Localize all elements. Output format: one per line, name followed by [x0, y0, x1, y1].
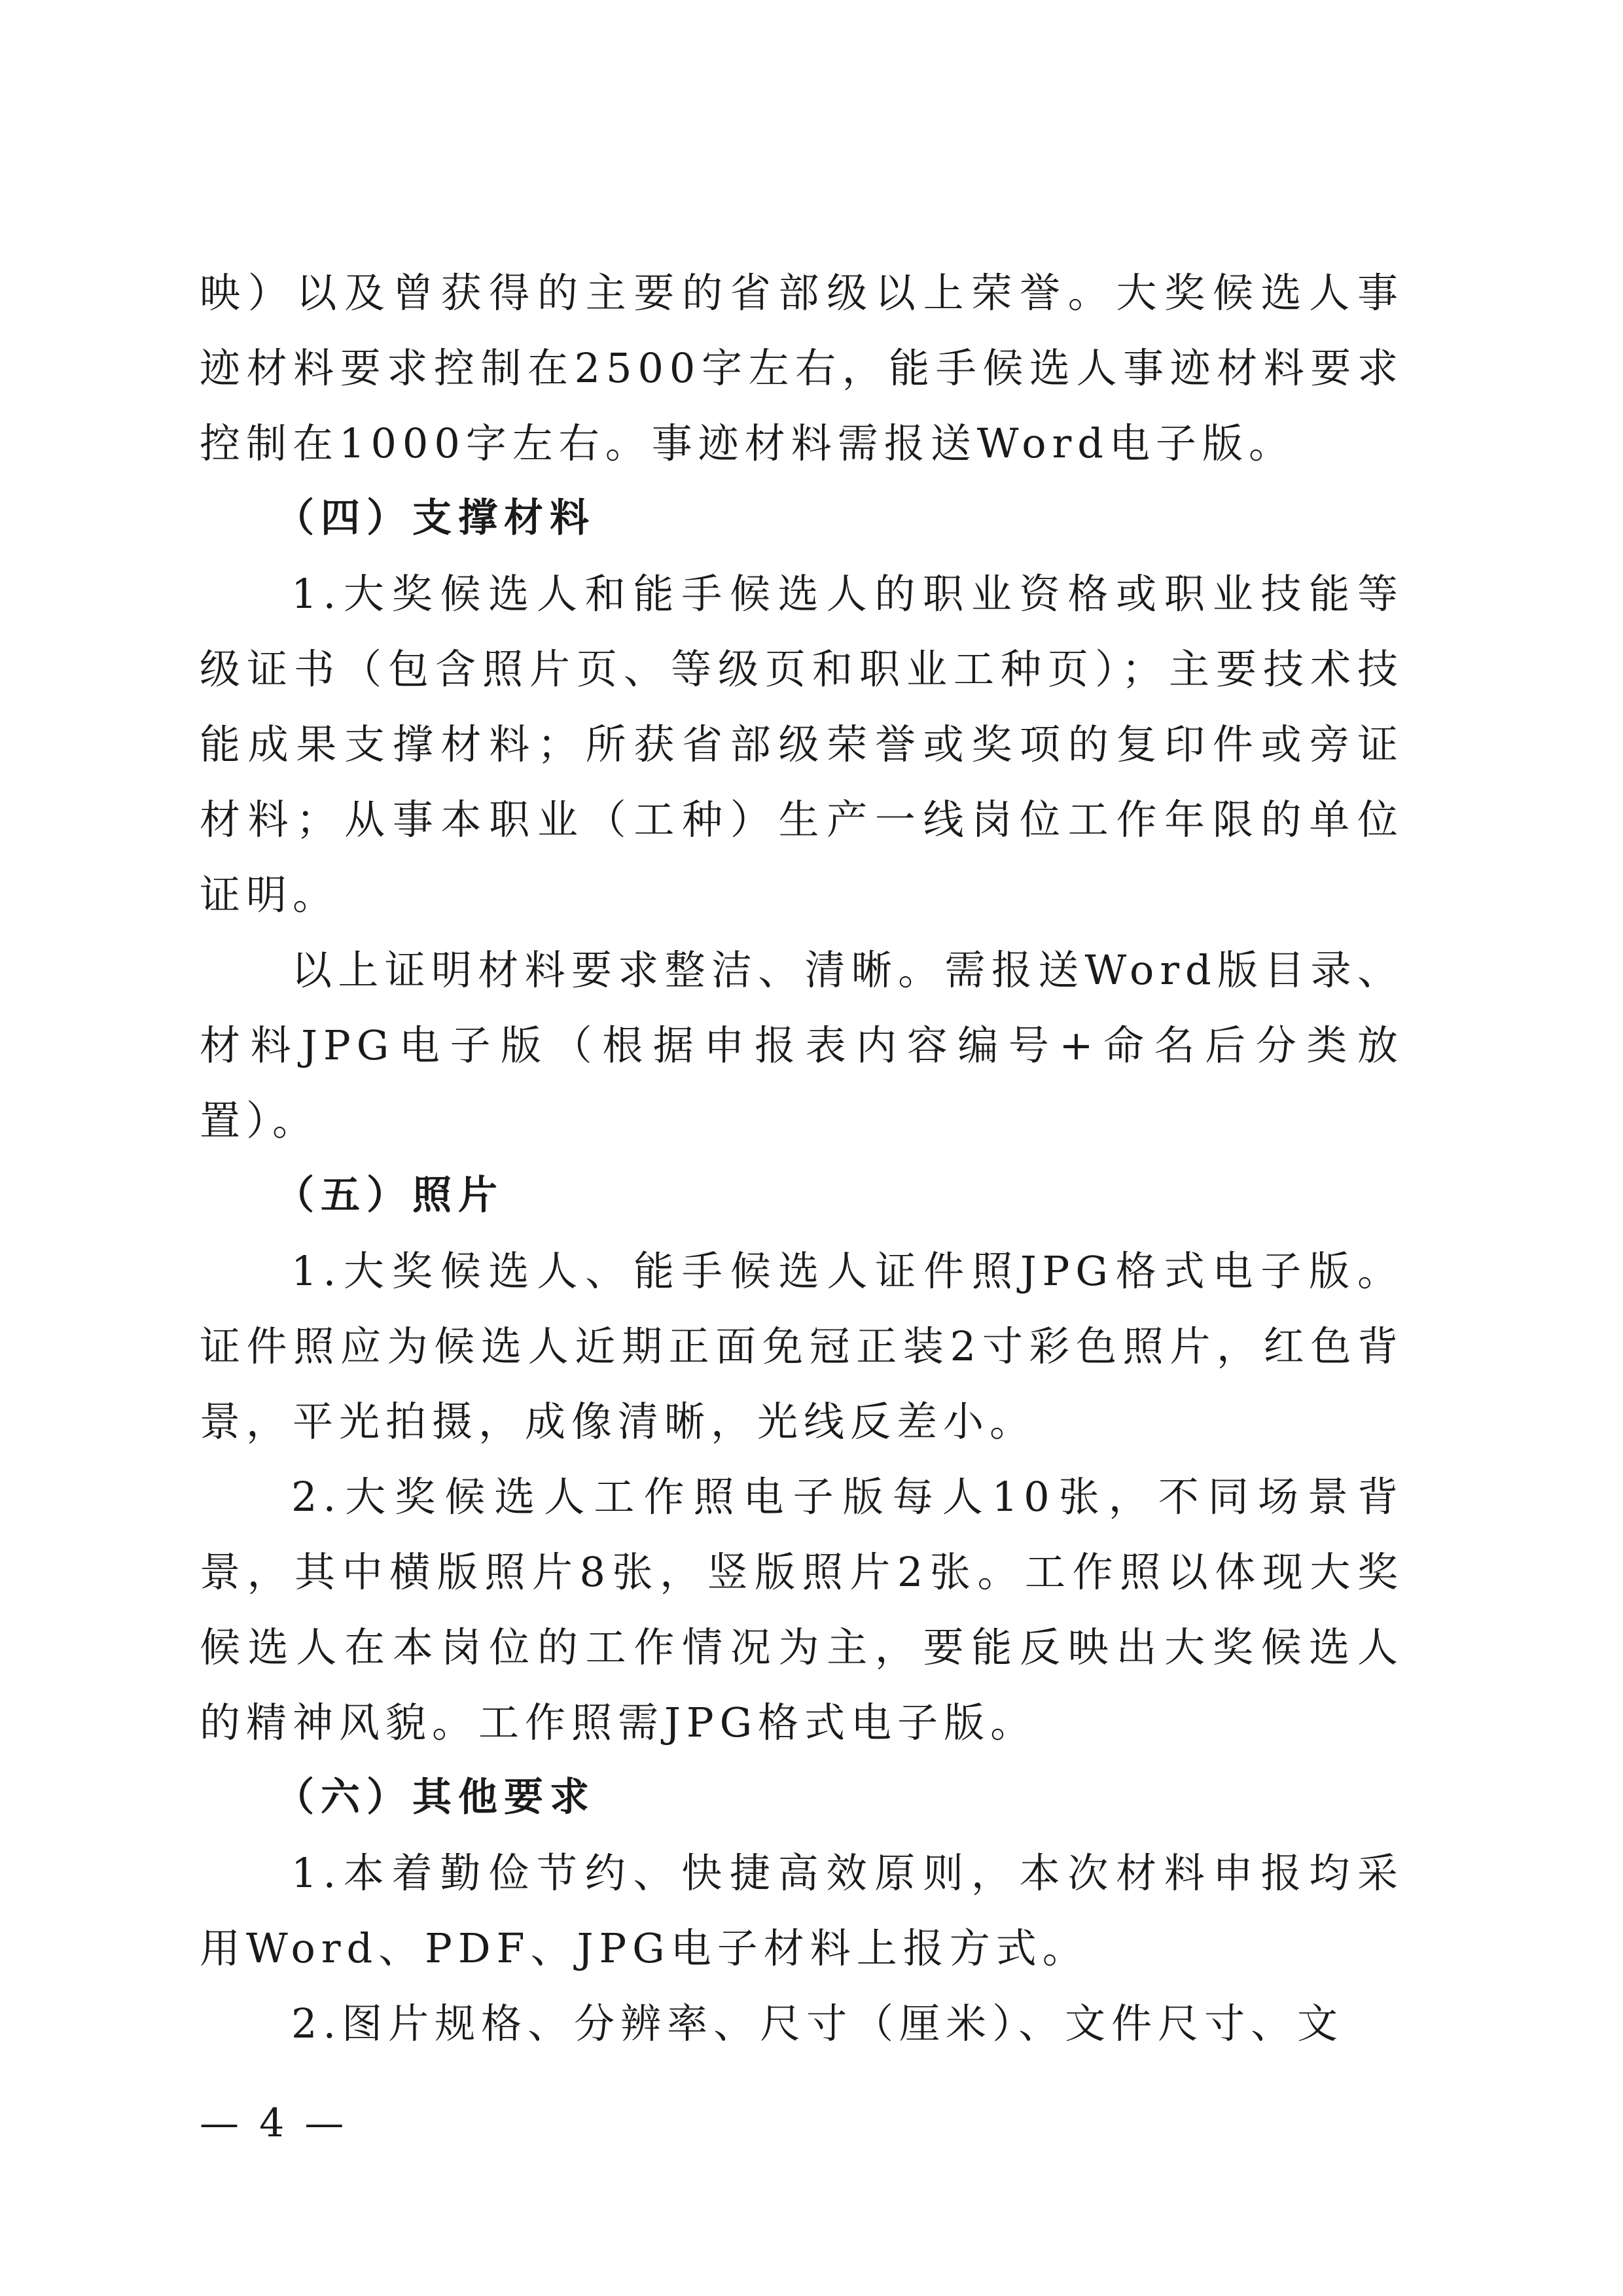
page-number: — 4 — — [200, 2100, 348, 2146]
paragraph-photo-2: 2.大奖候选人工作照电子版每人10张，不同场景背景，其中横版照片8张，竖版照片2张。工作照以体现大奖候选人在本岗位的工作情况为主，要能反映出大奖候选人的精神风貌。工作照需JPG格式电子版。 — [200, 1473, 1404, 1746]
paragraph-support-materials-note: 以上证明材料要求整洁、清晰。需报送Word版目录、材料JPG电子版（根据申报表内容编号+命名后分类放置）。 — [200, 946, 1404, 1144]
paragraph-continuation: 映）以及曾获得的主要的省部级以上荣誉。大奖候选人事迹材料要求控制在2500字左右，能手候选人事迹材料要求控制在1000字左右。事迹材料需报送Word电子版。 — [200, 269, 1404, 467]
paragraph-other-2: 2.图片规格、分辨率、尺寸（厘米）、文件尺寸、文 — [291, 2000, 1344, 2047]
paragraph-other-1: 1.本着勤俭节约、快捷高效原则，本次材料申报均采用Word、PDF、JPG电子材料上报方式。 — [200, 1849, 1404, 1972]
section-heading-5: （五）照片 — [275, 1173, 504, 1218]
section-heading-4: （四）支撑材料 — [275, 495, 596, 541]
section-heading-6: （六）其他要求 — [275, 1775, 596, 1820]
paragraph-support-materials-1: 1.大奖候选人和能手候选人的职业资格或职业技能等级证书（包含照片页、等级页和职业工种页）；主要技术技能成果支撑材料；所获省部级荣誉或奖项的复印件或旁证材料；从事本职业（工种）生产一线岗位工作年限的单位证明。 — [200, 570, 1404, 919]
document-body — [200, 255, 1404, 2061]
paragraph-photo-1: 1.大奖候选人、能手候选人证件照JPG格式电子版。证件照应为候选人近期正面免冠正装2寸彩色照片，红色背景，平光拍摄，成像清晰，光线反差小。 — [200, 1247, 1404, 1445]
